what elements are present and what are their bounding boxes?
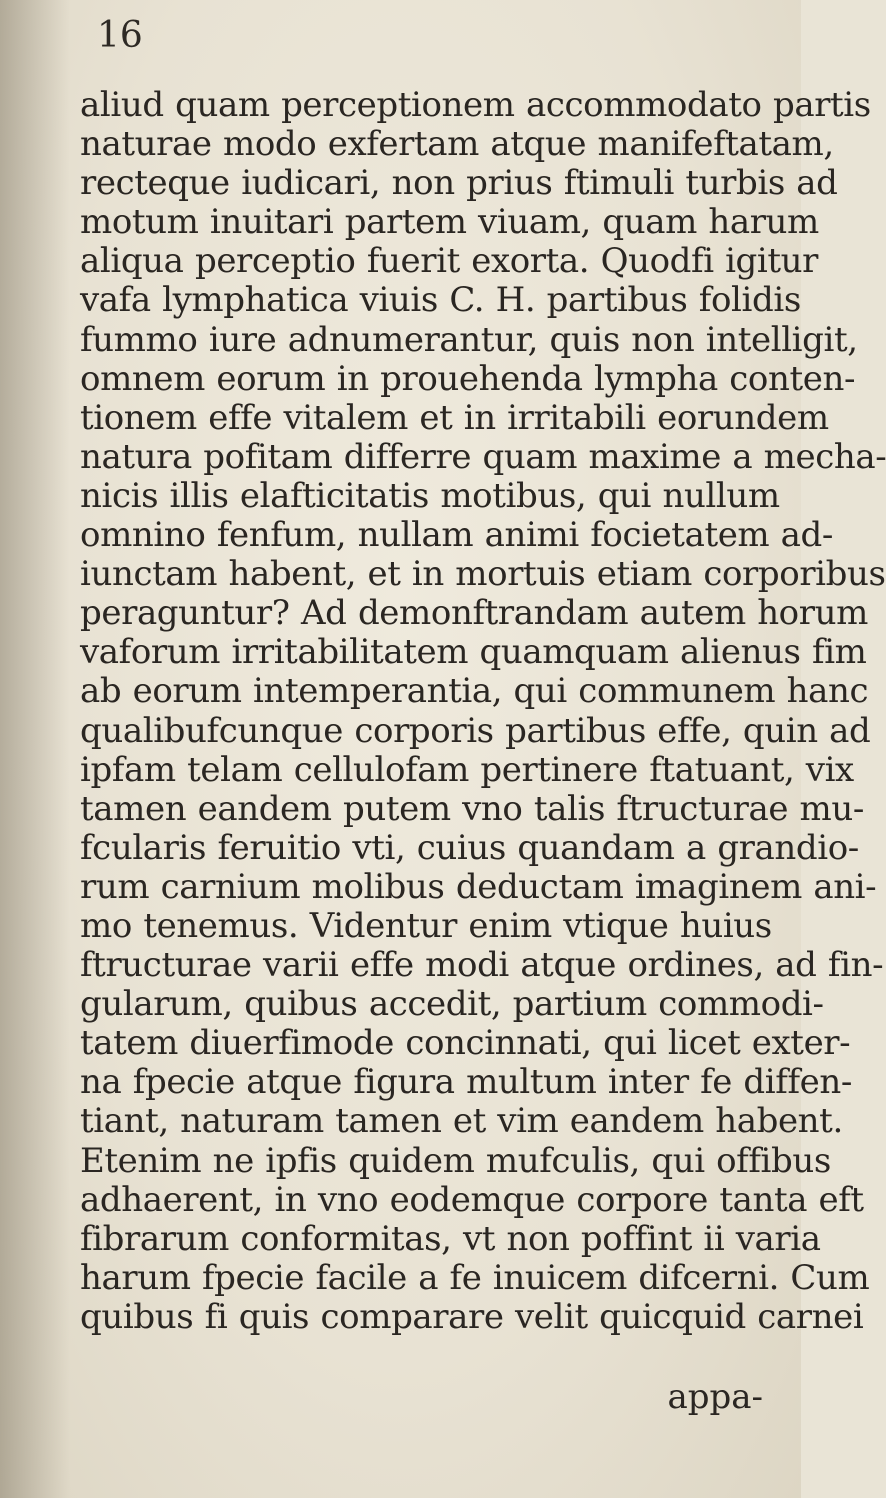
text-line: tatem diuerfimode concinnati, qui licet exter-: [80, 1023, 851, 1064]
text-line: tionem effe vitalem et in irritabili eorundem: [80, 397, 829, 438]
text-line: omnem eorum in prouehenda lympha conten-: [80, 358, 856, 399]
text-line: vaforum irritabilitatem quamquam alienus fim: [80, 632, 867, 673]
text-line: aliud quam perceptionem accommodato partis: [80, 85, 871, 125]
text-line: rum carnium molibus deductam imaginem ani-: [80, 866, 877, 907]
text-line: fcularis feruitio vti, cuius quandam a grandio-: [80, 827, 859, 868]
text-line: qualibufcunque corporis partibus effe, quin ad: [80, 710, 871, 751]
text-line: ftructurae varii effe modi atque ordines, ad fin-: [80, 945, 884, 986]
text-line: natura pofitam differre quam maxime a mecha-: [80, 436, 886, 477]
text-line: tiant, naturam tamen et vim eandem habent.: [80, 1101, 843, 1142]
text-line: recteque iudicari, non prius ftimuli turbis ad: [80, 163, 838, 204]
text-line: aliqua perceptio fuerit exorta. Quodfi igitur: [80, 241, 819, 282]
text-line: vafa lymphatica viuis C. H. partibus folidis: [80, 280, 801, 321]
text-line: naturae modo exfertam atque manifeftatam,: [80, 124, 834, 165]
binding-shadow: [0, 0, 70, 1498]
catchword: appa-: [667, 1377, 763, 1417]
text-line: tamen eandem putem vno talis ftructurae mu-: [80, 788, 864, 829]
page-number: 16: [97, 15, 143, 56]
text-line: iunctam habent, et in mortuis etiam corporibus: [80, 554, 886, 595]
text-line: omnino fenfum, nullam animi focietatem ad-: [80, 515, 834, 556]
text-line: na fpecie atque figura multum inter fe diffen-: [80, 1062, 852, 1103]
text-line: adhaerent, in vno eodemque corpore tanta eft: [80, 1179, 864, 1220]
text-line: nicis illis elafticitatis motibus, qui nullum: [80, 475, 780, 516]
text-line: ab eorum intemperantia, qui communem hanc: [80, 671, 869, 712]
body-text: [80, 85, 886, 1337]
text-line: fibrarum conformitas, vt non poffint ii varia: [80, 1218, 821, 1259]
text-line: Etenim ne ipfis quidem mufculis, qui offibus: [80, 1140, 831, 1181]
text-line: motum inuitari partem viuam, quam harum: [80, 202, 819, 243]
text-line: harum fpecie facile a fe inuicem difcerni. Cum: [80, 1257, 870, 1298]
text-line: gularum, quibus accedit, partium commodi-: [80, 984, 824, 1025]
text-line: mo tenemus. Videntur enim vtique huius: [80, 905, 772, 946]
text-line: quibus fi quis comparare velit quicquid carnei: [80, 1296, 864, 1337]
text-line: ipfam telam cellulofam pertinere ftatuant, vix: [80, 749, 854, 790]
text-line: peraguntur? Ad demonftrandam autem horum: [80, 593, 868, 634]
text-line: fummo iure adnumerantur, quis non intelligit,: [80, 319, 858, 360]
